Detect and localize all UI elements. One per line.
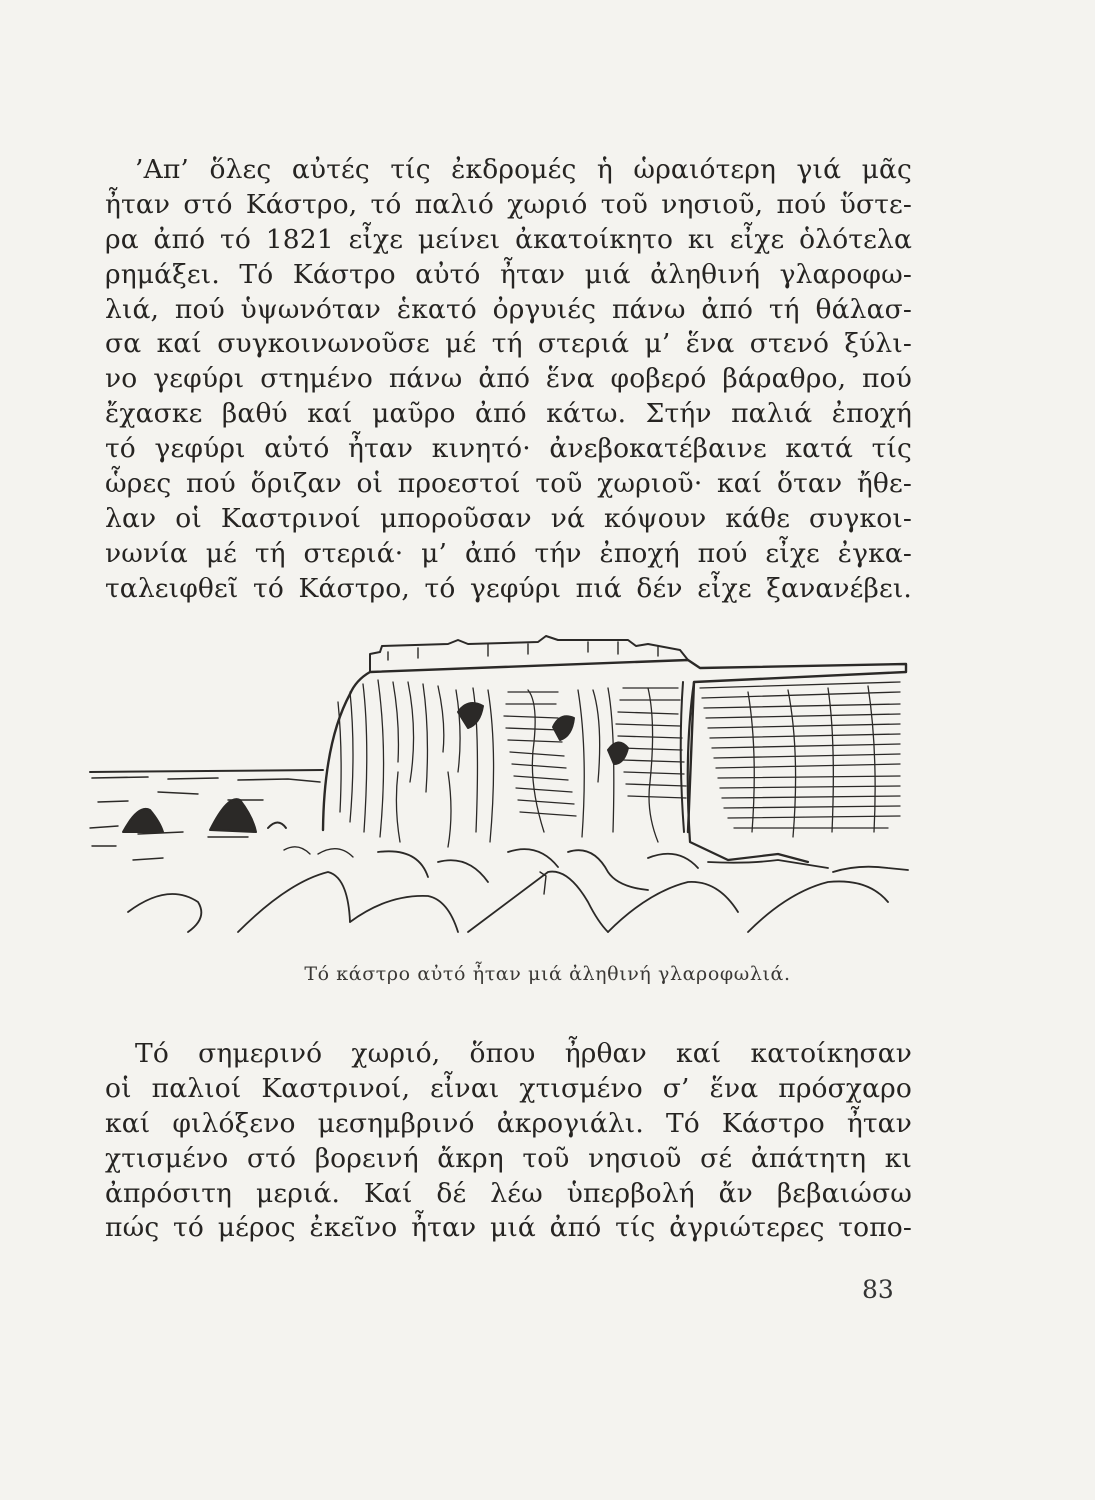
text-line: λιά, πού ὑψωνόταν ἑκατό ὀργυιές πάνω ἀπό τή θάλασ- (105, 293, 912, 325)
text-line: ταλειφθεῖ τό Κάστρο, τό γεφύρι πιά δέν εἶχε ξανανέβει. (105, 572, 912, 604)
text-line: σα καί συγκοινωνοῦσε μέ τή στεριά μ’ ἕνα στενό ξύλι- (105, 328, 912, 360)
text-line: τό γεφύρι αὐτό ἦταν κινητό· ἀνεβοκατέβαινε κατά τίς (105, 433, 912, 465)
text-line: ἦταν στό Κάστρο, τό παλιό χωριό τοῦ νησιοῦ, πού ὕστε- (105, 188, 912, 220)
text-line: λαν οἱ Καστρινοί μποροῦσαν νά κόψουν κάθε συγκοι- (105, 502, 912, 534)
text-line: πώς τό μέρος ἐκεῖνο ἦταν μιά ἀπό τίς ἀγριώτερες τοπο- (105, 1212, 912, 1244)
text-line: ρημάξει. Τό Κάστρο αὐτό ἦταν μιά ἀληθινή γλαροφω- (105, 258, 912, 290)
sea-lines (90, 770, 323, 860)
text-line: Τό σημερινό χωριό, ὅπου ἦρθαν καί κατοίκησαν (135, 1038, 912, 1069)
illustration-caption: Τό κάστρο αὐτό ἦταν μιά ἀληθινή γλαροφωλιά. (304, 963, 791, 985)
text-line: νωνία μέ τή στεριά· μ’ ἀπό τήν ἐποχή πού εἶχε ἐγκα- (105, 537, 912, 569)
text-line: ἀπρόσιτη μεριά. Καί δέ λέω ὑπερβολή ἄν βεβαιώσω (105, 1177, 912, 1209)
page-number: 83 (862, 1275, 894, 1304)
text-line: οἱ παλιοί Καστρινοί, εἶναι χτισμένο σ’ ἕνα πρόσχαρο (105, 1072, 912, 1104)
castle-cliff-illustration (88, 632, 918, 947)
text-line: νο γεφύρι στημένο πάνω ἀπό ἕνα φοβερό βάραθρο, πού (105, 363, 912, 395)
text-line: ἔχασκε βαθύ καί μαῦρο ἀπό κάτω. Στήν παλιά ἐποχή (105, 398, 912, 430)
text-line: ρα ἀπό τό 1821 εἶχε μείνει ἀκατοίκητο κι εἶχε ὁλότελα (105, 223, 912, 255)
text-line: ’Απ’ ὅλες αὐτές τίς ἐκδρομές ἡ ὡραιότερη γιά μᾶς (135, 154, 912, 185)
paragraph-modern-village (105, 1037, 912, 1246)
foreground-rocks (128, 847, 908, 932)
text-line: ὧρες πού ὅριζαν οἱ προεστοί τοῦ χωριοῦ· καί ὅταν ἤθε- (105, 468, 912, 500)
sea-rocks (123, 799, 286, 832)
paragraph-kastro-excursion (105, 153, 912, 607)
text-line: καί φιλόξενο μεσημβρινό ἀκρογιάλι. Τό Κάστρο ἦταν (105, 1107, 912, 1139)
text-line: χτισμένο στό βορεινή ἄκρη τοῦ νησιοῦ σέ ἀπάτητη κι (105, 1142, 912, 1174)
